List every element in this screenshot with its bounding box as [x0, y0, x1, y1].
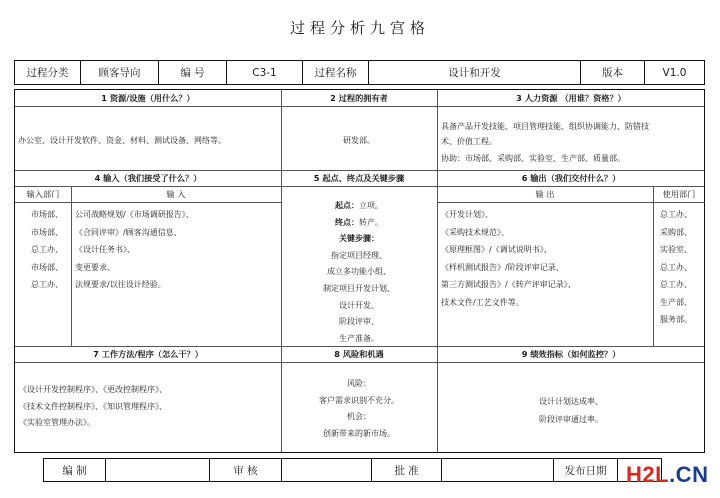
- prepared-label: 编 制: [44, 459, 106, 481]
- divider: [653, 186, 654, 346]
- list-item: 机会：: [347, 412, 371, 421]
- list-item: 市场部、: [31, 227, 63, 237]
- end-label: 终点：: [335, 217, 359, 227]
- list-item: 《合同评审》/顾客沟通信息、: [75, 227, 182, 237]
- kpi-list: [437, 393, 705, 429]
- list-item: 《样机测试报告》/阶段评审记录、: [441, 262, 564, 272]
- list-item: 《采购技术规范》、: [441, 227, 509, 237]
- version-value: V1.0: [662, 66, 687, 79]
- list-item: 《设计开发控制程序》、《更改控制程序》、: [19, 385, 167, 394]
- list-item: 阶段评审、: [339, 317, 379, 327]
- process-name-label: 过程名称: [303, 61, 369, 84]
- divider: [71, 186, 72, 346]
- list-item: 制定项目开发计划、: [323, 283, 395, 293]
- start-value: 立项。: [359, 201, 383, 210]
- cell-1-heading: 1 资源/设施（用什么？）: [101, 93, 195, 103]
- list-item: 《设计任务书》、: [75, 245, 135, 254]
- list-item: 市场部、: [31, 262, 63, 272]
- list-item: 总工办、: [31, 280, 63, 289]
- user-dept-list: [660, 206, 692, 329]
- cell-6-heading: 6 输出（我们交付什么？）: [521, 173, 621, 183]
- output-list: [441, 206, 576, 311]
- list-item: 市场部、: [31, 210, 63, 219]
- input-header: 输 入: [166, 189, 186, 199]
- signoff-row: [43, 458, 662, 482]
- list-item: 法规要求/以往设计经验。: [75, 280, 166, 289]
- cell-3-heading: 3 人力资源 （用谁？资格？）: [516, 93, 626, 103]
- method-list: [19, 382, 167, 432]
- key-steps-list: [281, 198, 437, 347]
- cell-7-heading: 7 工作方法/程序（怎么干？）: [93, 349, 203, 359]
- list-item: 设计开发、: [339, 300, 379, 310]
- list-item: 总工办、: [660, 262, 692, 272]
- reviewed-label: 审 核: [210, 459, 282, 481]
- cell-3-line: 协助：市场部、采购部、实验室、生产部、质量部。: [441, 154, 625, 163]
- category-value: 顾客导向: [81, 61, 159, 84]
- date-label: 发布日期: [554, 459, 618, 481]
- cell-9-heading: 9 绩效指标（如何监控？）: [521, 349, 621, 359]
- list-item: 指定项目经理、: [331, 250, 387, 260]
- list-item: 总工办、: [31, 245, 63, 254]
- watermark-text-2: .CN: [669, 462, 709, 487]
- input-dept-header: 输入部门: [26, 189, 60, 199]
- input-list: [75, 206, 194, 294]
- prepared-value: [106, 459, 210, 481]
- nine-box-grid: [14, 89, 705, 453]
- cell-2-text: 研发部。: [343, 136, 375, 145]
- cell-1-text: 办公室、设计开发软件、资金、材料、测试设备、网络等。: [18, 136, 226, 145]
- user-dept-header: 使用部门: [662, 189, 696, 199]
- list-item: 总工办、: [660, 210, 692, 219]
- list-item: 成立多功能小组、: [327, 267, 391, 277]
- page-title: 过程分析九宫格: [289, 19, 430, 37]
- divider: [15, 202, 281, 203]
- approved-label: 批 准: [372, 459, 442, 481]
- approved-value: [442, 459, 554, 481]
- code-label: 编 号: [159, 61, 227, 84]
- cell-5-heading: 5 起点、终点及关键步骤: [313, 173, 405, 183]
- list-item: 技术文件/工艺文件等。: [441, 297, 524, 307]
- list-item: 公司战略规划/《市场调研报告》、: [75, 210, 194, 219]
- list-item: 阶段评审通过率。: [539, 415, 603, 424]
- list-item: 《实验室管理办法》。: [19, 418, 95, 427]
- list-item: 《技术文件控制程序》、《知识管理程序》、: [19, 401, 167, 411]
- watermark-text-1: H2L: [626, 462, 670, 487]
- list-item: 创新带来的新市场。: [323, 428, 395, 438]
- list-item: 《开发计划》、: [441, 210, 493, 219]
- divider: [15, 362, 704, 363]
- start-label: 起点：: [335, 201, 359, 210]
- cell-3-line: 具备产品开发技能、项目管理技能、组织协调能力、防错技: [441, 122, 649, 131]
- divider: [15, 106, 704, 107]
- input-dept-list: [31, 206, 63, 294]
- output-header: 输 出: [535, 189, 555, 199]
- list-item: 服务部。: [660, 315, 692, 324]
- category-label: 过程分类: [15, 61, 81, 84]
- watermark-logo: [626, 462, 708, 488]
- divider: [437, 202, 705, 203]
- list-item: 设计计划达成率、: [539, 397, 603, 406]
- code-value: C3-1: [227, 61, 303, 84]
- cell-8-heading: 8 风险和机遇: [334, 349, 384, 359]
- list-item: 生产部、: [660, 297, 692, 307]
- list-item: 客户需求识别不充分。: [319, 395, 399, 405]
- key-steps-label: 关键步骤：: [339, 234, 379, 244]
- cell-3-line: 术、价值工程。: [441, 137, 497, 146]
- risk-list: [281, 376, 437, 442]
- list-item: 实验室、: [660, 245, 692, 254]
- header-row: [14, 60, 705, 85]
- divider: [15, 186, 704, 187]
- cell-2-heading: 2 过程的拥有者: [330, 93, 388, 103]
- list-item: 第三方测试报告》/《转产评审记录》、: [441, 280, 576, 289]
- list-item: 总工办、: [660, 280, 692, 289]
- list-item: 风险：: [347, 379, 371, 388]
- cell-4-heading: 4 输入（我们接受了什么？）: [94, 173, 202, 183]
- end-value: 转产。: [359, 217, 383, 227]
- list-item: 变更要求、: [75, 262, 115, 272]
- list-item: 采购部、: [660, 227, 692, 237]
- list-item: 生产准备。: [339, 333, 379, 343]
- version-label: 版本: [581, 61, 645, 84]
- divider: [15, 170, 704, 171]
- reviewed-value: [282, 459, 372, 481]
- process-name-value: 设计和开发: [369, 61, 581, 84]
- list-item: 《原理框图》/《调试说明书》、: [441, 245, 552, 254]
